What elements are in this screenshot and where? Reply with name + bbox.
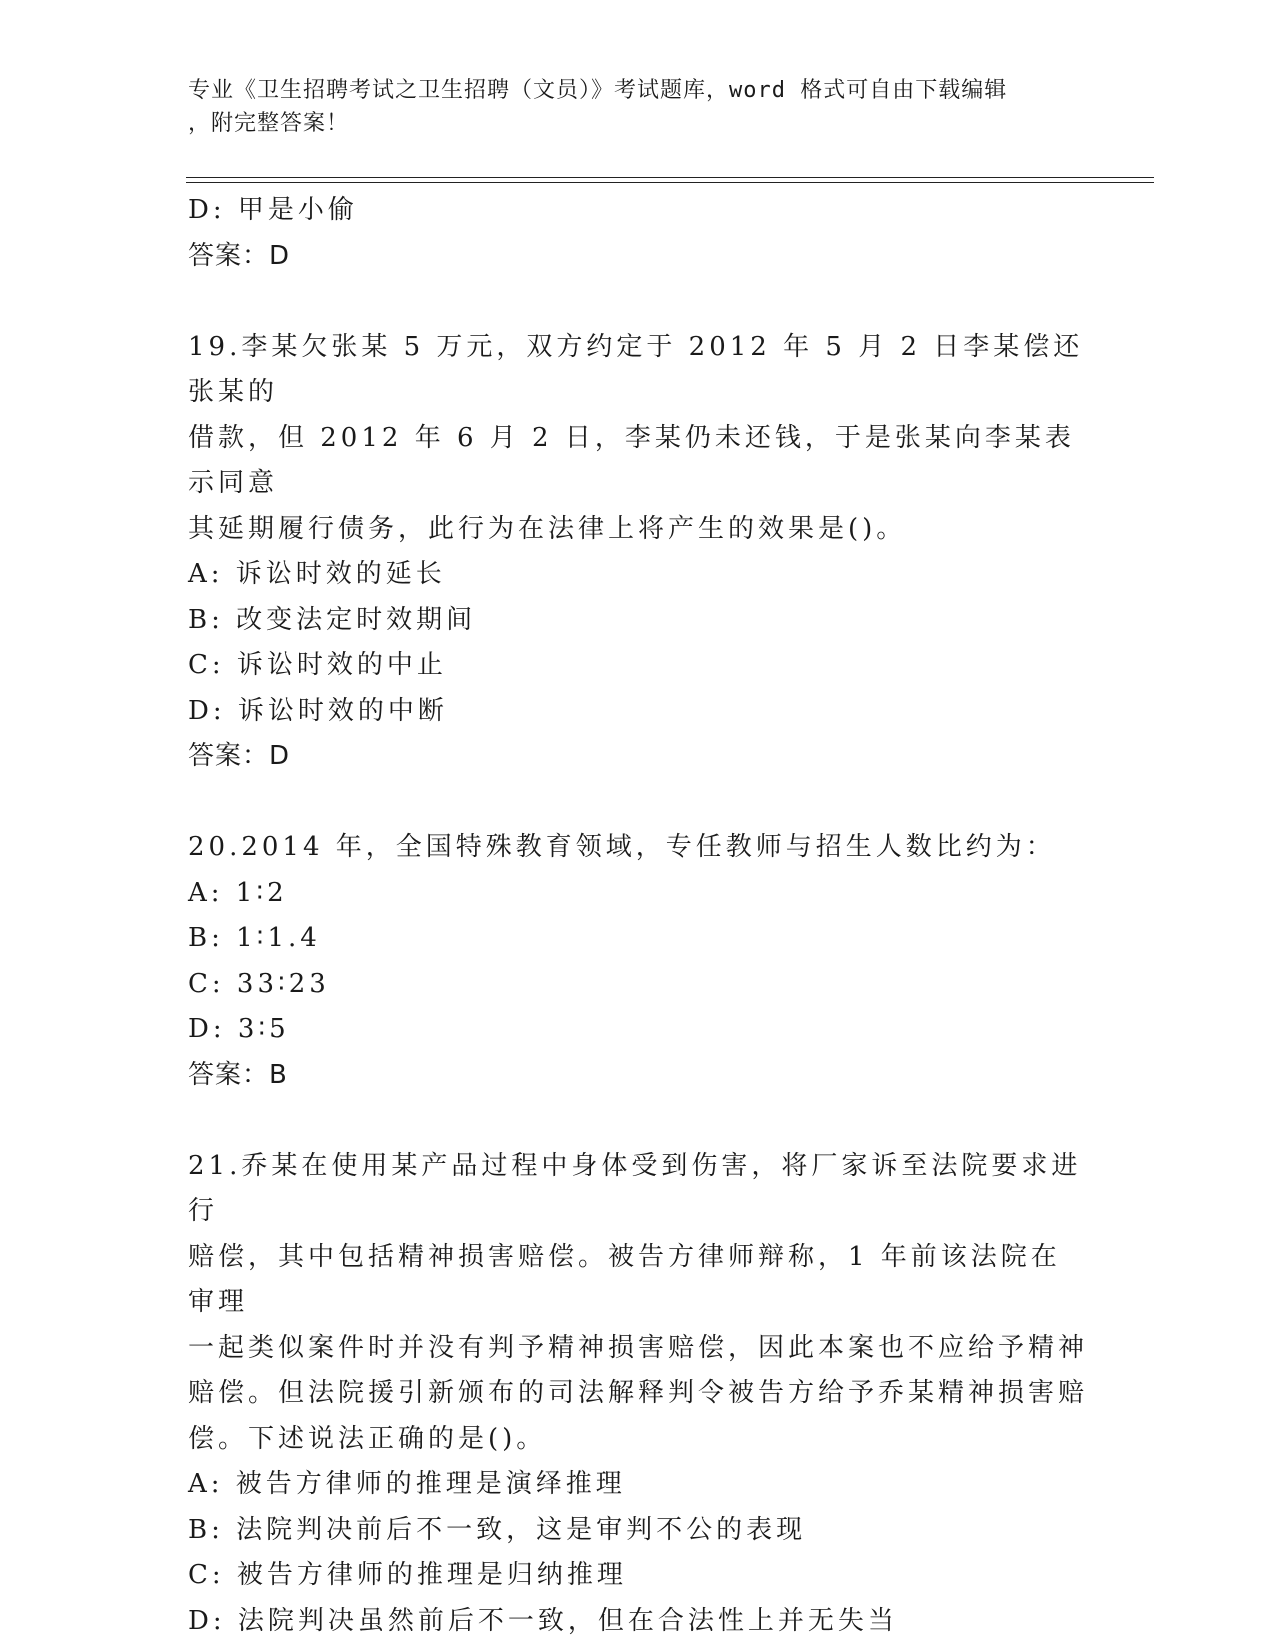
option-d: D: 3∶5 <box>188 1014 290 1044</box>
option-c: C: 33∶23 <box>188 968 330 999</box>
question-text-line: 赔偿。但法院援引新颁布的司法解释判令被告方给予乔某精神损害赔 <box>188 1378 1089 1408</box>
question-19 <box>188 325 1088 780</box>
option-a: A: 被告方律师的推理是演绎推理 <box>188 1469 626 1499</box>
question-text-line: 赔偿，其中包括精神损害赔偿。被告方律师辩称，1 年前该法院在审理 <box>188 1241 1061 1317</box>
answer-line: 答案：B <box>188 1059 288 1090</box>
header-line-1: 专业《卫生招聘考试之卫生招聘（文员）》考试题库，word 格式可自由下载编辑 <box>188 78 1008 103</box>
option-b: B: 改变法定时效期间 <box>188 604 477 635</box>
question-text-line: 其延期履行债务，此行为在法律上将产生的效果是()。 <box>188 513 907 544</box>
question-text-line: 一起类似案件时并没有判予精神损害赔偿，因此本案也不应给予精神 <box>188 1332 1089 1363</box>
header-divider-bottom <box>186 182 1154 183</box>
option-b: B: 1∶1.4 <box>188 923 321 953</box>
question-21 <box>188 1144 1088 1645</box>
option-c: C: 被告方律师的推理是归纳推理 <box>188 1560 627 1590</box>
question-text-line: 借款，但 2012 年 6 月 2 日，李某仍未还钱，于是张某向李某表示同意 <box>188 422 1075 498</box>
option-d: D: 法院判决虽然前后不一致，但在合法性上并无失当 <box>188 1605 898 1636</box>
spacer <box>188 279 1088 325</box>
document-body <box>188 188 1088 1644</box>
spacer <box>188 780 1088 826</box>
option-d: D: 甲是小偷 <box>188 195 358 225</box>
question-20 <box>188 825 1088 1098</box>
option-a: A: 诉讼时效的延长 <box>188 559 446 589</box>
header-line-2: ，附完整答案！ <box>188 111 350 136</box>
page-header <box>188 74 1068 140</box>
option-a: A: 1∶2 <box>188 877 288 908</box>
answer-line: 答案：D <box>188 240 291 271</box>
header-divider-top <box>186 177 1154 178</box>
question-text-line: 21.乔某在使用某产品过程中身体受到伤害，将厂家诉至法院要求进行 <box>188 1150 1082 1226</box>
question-text-line: 20.2014 年，全国特殊教育领域，专任教师与招生人数比约为： <box>188 832 1056 862</box>
question-text-line: 19.李某欠张某 5 万元，双方约定于 2012 年 5 月 2 日李某偿还张某的 <box>188 331 1084 407</box>
question-18-tail <box>188 188 1088 279</box>
question-text-line: 偿。下述说法正确的是()。 <box>188 1423 547 1454</box>
option-b: B: 法院判决前后不一致，这是审判不公的表现 <box>188 1514 807 1545</box>
option-c: C: 诉讼时效的中止 <box>188 650 447 680</box>
answer-line: 答案：D <box>188 741 291 771</box>
option-d: D: 诉讼时效的中断 <box>188 695 448 726</box>
spacer <box>188 1098 1088 1144</box>
